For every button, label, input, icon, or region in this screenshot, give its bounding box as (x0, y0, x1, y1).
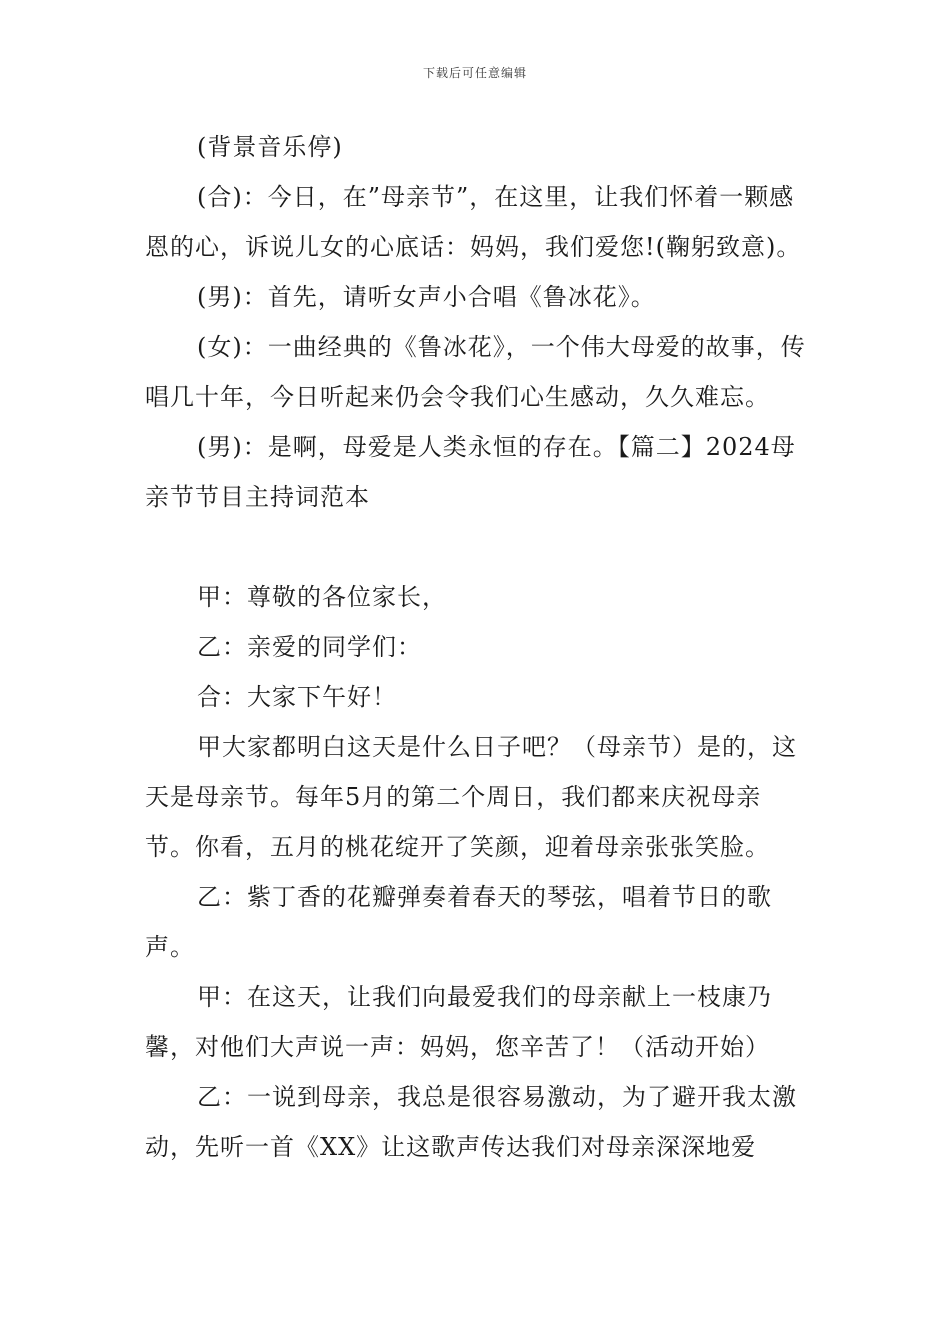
paragraph-bgm-stop: (背景音乐停) (197, 133, 343, 161)
paragraph-yi-lilac: 乙：紫丁香的花瓣弹奏着春天的琴弦，唱着节日的歌声。 (145, 883, 772, 961)
paragraph-jia-mothers-day: 甲大家都明白这天是什么日子吧？（母亲节）是的，这天是母亲节。每年5月的第二个周日，我们都来庆祝母亲节。你看，五月的桃花绽开了笑颜，迎着母亲张张笑脸。 (145, 733, 797, 861)
paragraph-female-comment: (女)：一曲经典的《鲁冰花》，一个伟大母爱的故事，传唱几十年，今日听起来仍会令我们心生感动，久久难忘。 (145, 333, 806, 411)
paragraph-together-afternoon: 合：大家下午好！ (197, 683, 397, 711)
section-spacer (145, 522, 810, 572)
paragraph-yi-song: 乙：一说到母亲，我总是很容易激动，为了避开我太激动，先听一首《XX》让这歌声传达我们对母亲深深地爱 (145, 1083, 797, 1161)
paragraph-jia-carnation: 甲：在这天，让我们向最爱我们的母亲献上一枝康乃馨，对他们大声说一声：妈妈，您辛苦了！（活动开始） (145, 983, 772, 1061)
paragraph-yi-greeting: 乙：亲爱的同学们： (197, 633, 422, 661)
paragraph-together-greeting: (合)：今日，在”母亲节”，在这里，让我们怀着一颗感恩的心，诉说儿女的心底话：妈妈，我们爱您!(鞠躬致意)。 (145, 183, 802, 261)
page-header-note: 下载后可任意编辑 (422, 66, 527, 80)
paragraph-jia-greeting: 甲：尊敬的各位家长， (197, 583, 447, 611)
paragraph-male-intro: (男)：首先，请听女声小合唱《鲁冰花》。 (197, 283, 656, 311)
document-body (145, 122, 810, 1172)
paragraph-male-closing: (男)：是啊，母爱是人类永恒的存在。【篇二】2024母亲节节目主持词范本 (145, 433, 796, 511)
